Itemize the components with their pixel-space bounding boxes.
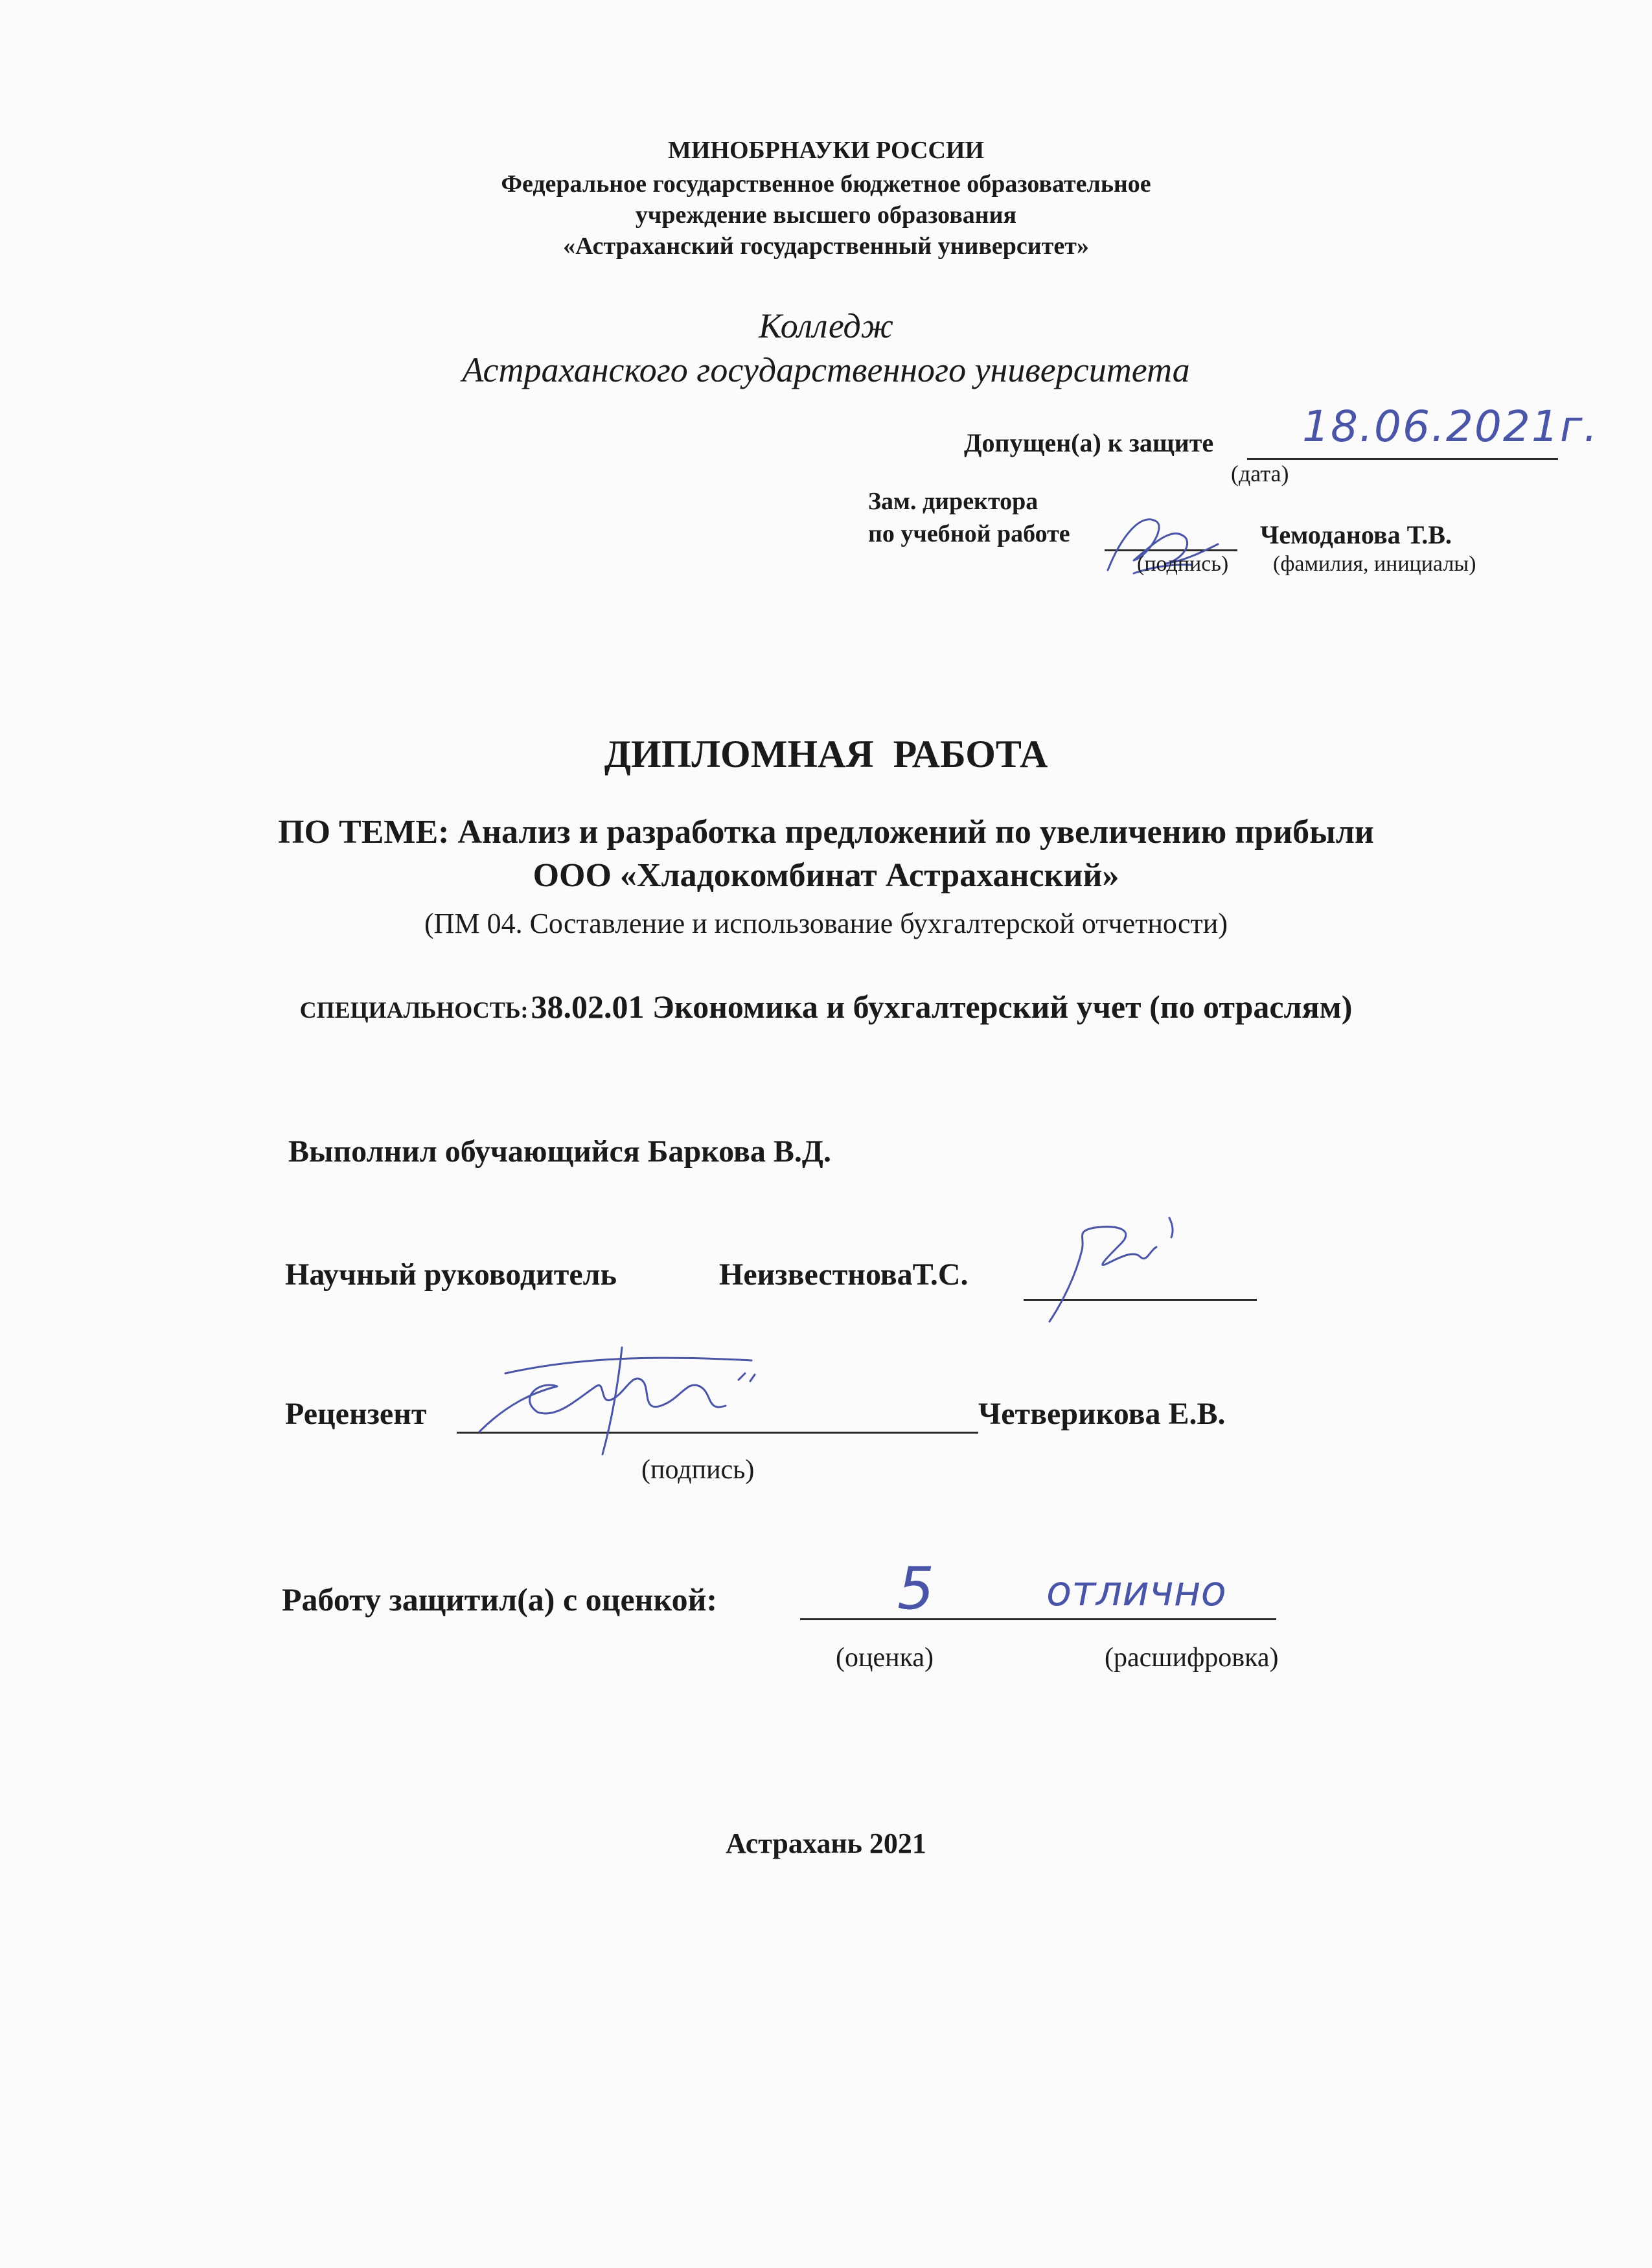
reviewer-signature-caption: (подпись): [641, 1455, 755, 1485]
student-line: Выполнил обучающийся Баркова В.Д.: [288, 1134, 831, 1169]
name-caption: (фамилия, инициалы): [1273, 552, 1476, 576]
topic-line-2: ООО «Хладокомбинат Астраханский»: [533, 857, 1119, 894]
module-line: (ПМ 04. Составление и использование бухгалтерской отчетности): [424, 908, 1228, 939]
admission-date-line: [1247, 458, 1558, 460]
topic-text-1: Анализ и разработка предложений по увеличению прибыли: [457, 814, 1374, 851]
specialty-line: [0, 988, 1652, 1025]
reviewer-signature: [466, 1334, 764, 1464]
specialty-label: СПЕЦИАЛЬНОСТЬ:: [299, 997, 529, 1023]
admission-date-value: 18.06.2021г.: [1302, 402, 1599, 452]
topic-label: ПО ТЕМЕ:: [278, 814, 450, 851]
supervisor-label: Научный руководитель: [285, 1257, 617, 1292]
deputy-title-line-1: Зам. директора: [868, 488, 1038, 515]
grade-value: 5: [897, 1555, 935, 1623]
deputy-name: Чемоданова Т.В.: [1260, 520, 1452, 549]
grade-text: отлично: [1046, 1568, 1226, 1616]
college-line-1: Колледж: [758, 306, 894, 345]
grade-caption: (оценка): [836, 1643, 934, 1673]
specialty-value: 38.02.01 Экономика и бухгалтерский учет (по отраслям): [531, 989, 1353, 1025]
supervisor-name: НеизвестноваТ.С.: [719, 1257, 969, 1292]
date-caption: (дата): [1231, 461, 1289, 487]
org-line-2: учреждение высшего образования: [635, 201, 1017, 229]
document-title: ДИПЛОМНАЯ РАБОТА: [604, 733, 1048, 775]
signature-caption: (подпись): [1137, 552, 1229, 576]
grade-text-caption: (расшифровка): [1105, 1643, 1279, 1673]
reviewer-name: Четверикова Е.В.: [978, 1397, 1226, 1431]
city-year: Астрахань 2021: [726, 1827, 926, 1859]
reviewer-label: Рецензент: [285, 1397, 427, 1431]
defense-label: Работу защитил(а) с оценкой:: [282, 1581, 718, 1618]
supervisor-signature: [1037, 1205, 1205, 1334]
deputy-title-line-2: по учебной работе: [868, 520, 1070, 547]
org-line-3: «Астраханский государственный университет»: [563, 233, 1089, 260]
admission-label: Допущен(а) к защите: [964, 428, 1214, 457]
org-line-1: Федеральное государственное бюджетное образовательное: [501, 170, 1151, 198]
topic-line-1: [0, 813, 1652, 851]
college-line-2: Астраханского государственного университета: [462, 350, 1190, 389]
grade-line: [800, 1618, 1276, 1620]
ministry-name: МИНОБРНАУКИ РОССИИ: [667, 137, 985, 164]
